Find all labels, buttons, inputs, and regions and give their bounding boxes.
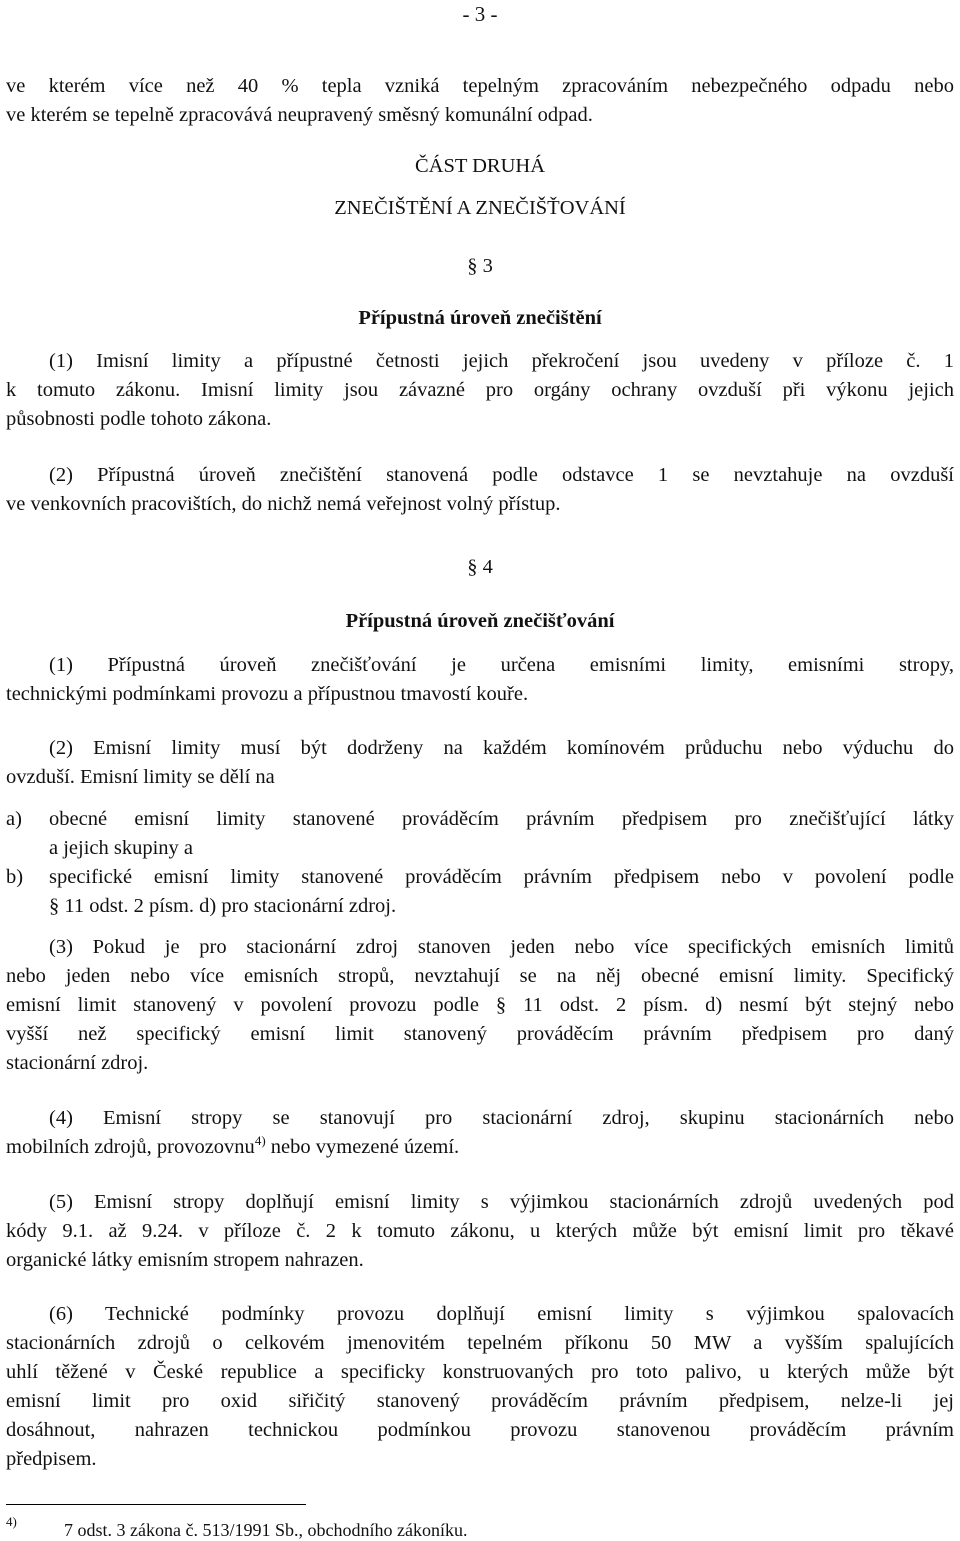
s3-paragraph-2: (2) Přípustná úroveň znečištění stanovená podle odstavce 1 se nevztahuje na ovzduší ve venkovních pracovištích, do nichž nemá veřejnost volný přístup. <box>6 464 954 515</box>
s4-paragraph-1: (1) Přípustná úroveň znečišťování je určena emisními limity, emisními stropy, technickými podmínkami provozu a přípustnou tmavostí kouře. <box>6 654 954 705</box>
s4-paragraph-5: (5) Emisní stropy doplňují emisní limity s výjimkou stacionárních zdrojů uvedených pod kódy 9.1. až 9.24. v příloze č. 2 k tomuto zákonu, u kterých může být emisní limit pro těkavé organické látky emisním stropem nahrazen. <box>6 1191 954 1271</box>
page-number: - 3 - <box>462 2 498 26</box>
part-number: ČÁST DRUHÁ <box>414 155 546 177</box>
list-item-a: a) obecné emisní limity stanovené prováděcím právním předpisem pro znečišťující látky a jejich skupiny a <box>6 805 954 863</box>
s4-paragraph-4: (4) Emisní stropy se stanovují pro stacionární zdroj, skupinu stacionárních nebo mobilních zdrojů, provozovnu$^{4)}$ nebo vymezené území. <box>6 1107 954 1158</box>
part-title: ZNEČIŠTĚNÍ A ZNEČIŠŤOVÁNÍ <box>334 197 626 219</box>
footnote-text: 7 odst. 3 zákona č. 513/1991 Sb., obchodního zákoníku. <box>64 1520 468 1540</box>
section-3-title: Přípustná úroveň znečištění <box>358 307 602 329</box>
list-item-label: a) <box>6 808 22 830</box>
s4-paragraph-2: (2) Emisní limity musí být dodrženy na každém komínovém průduchu nebo výduchu do ovzduší. Emisní limity se dělí na <box>6 737 954 788</box>
list-item-b: b) specifické emisní limity stanovené prováděcím právním předpisem nebo v povolení podle § 11 odst. 2 písm. d) pro stacionární zdroj. <box>6 863 954 921</box>
section-3-sign: § 3 <box>467 255 493 277</box>
section-4-title: Přípustná úroveň znečišťování <box>345 610 615 632</box>
footnote-reference[interactable]: 4) <box>254 1133 266 1148</box>
list-item-label: b) <box>6 866 24 888</box>
footnote-mark: 4) <box>6 1514 17 1529</box>
s4-paragraph-6: (6) Technické podmínky provozu doplňují emisní limity s výjimkou spalovacích stacionárních zdrojů o celkovém jmenovitém tepelném příkonu 50 MW a vyšším spalujících uhlí těžené v České republice a specificky konstruovaných pro toto palivo, u kterých může být emisní limit pro oxid siřičitý stanovený prováděcím právním předpisem, nelze-li jej dosáhnout, nahrazen technickou podmínkou provozu stanovenou prováděcím právním předpisem. <box>6 1303 954 1470</box>
intro-paragraph: ve kterém více než 40 % tepla vzniká tepelným zpracováním nebezpečného odpadu nebo ve kterém se tepelně zpracovává neupravený směsný komunální odpad. <box>6 75 954 126</box>
s3-paragraph-1: (1) Imisní limity a přípustné četnosti jejich překročení jsou uvedeny v příloze č. 1 k tomuto zákonu. Imisní limity jsou závazné pro orgány ochrany ovzduší při výkonu jejich působnosti podle tohoto zákona. <box>6 350 954 430</box>
section-4-sign: § 4 <box>467 556 493 578</box>
s4-paragraph-3: (3) Pokud je pro stacionární zdroj stanoven jeden nebo více specifických emisních limitů nebo jeden nebo více emisních stropů, nevztahují se na něj obecné emisní limity. Specifický emisní limit stanovený v povolení provozu podle § 11 odst. 2 písm. d) nesmí být stejný nebo vyšší než specifický emisní limit stanovený prováděcím právním předpisem pro daný stacionární zdroj. <box>6 936 954 1074</box>
footnote-separator <box>6 1504 306 1505</box>
